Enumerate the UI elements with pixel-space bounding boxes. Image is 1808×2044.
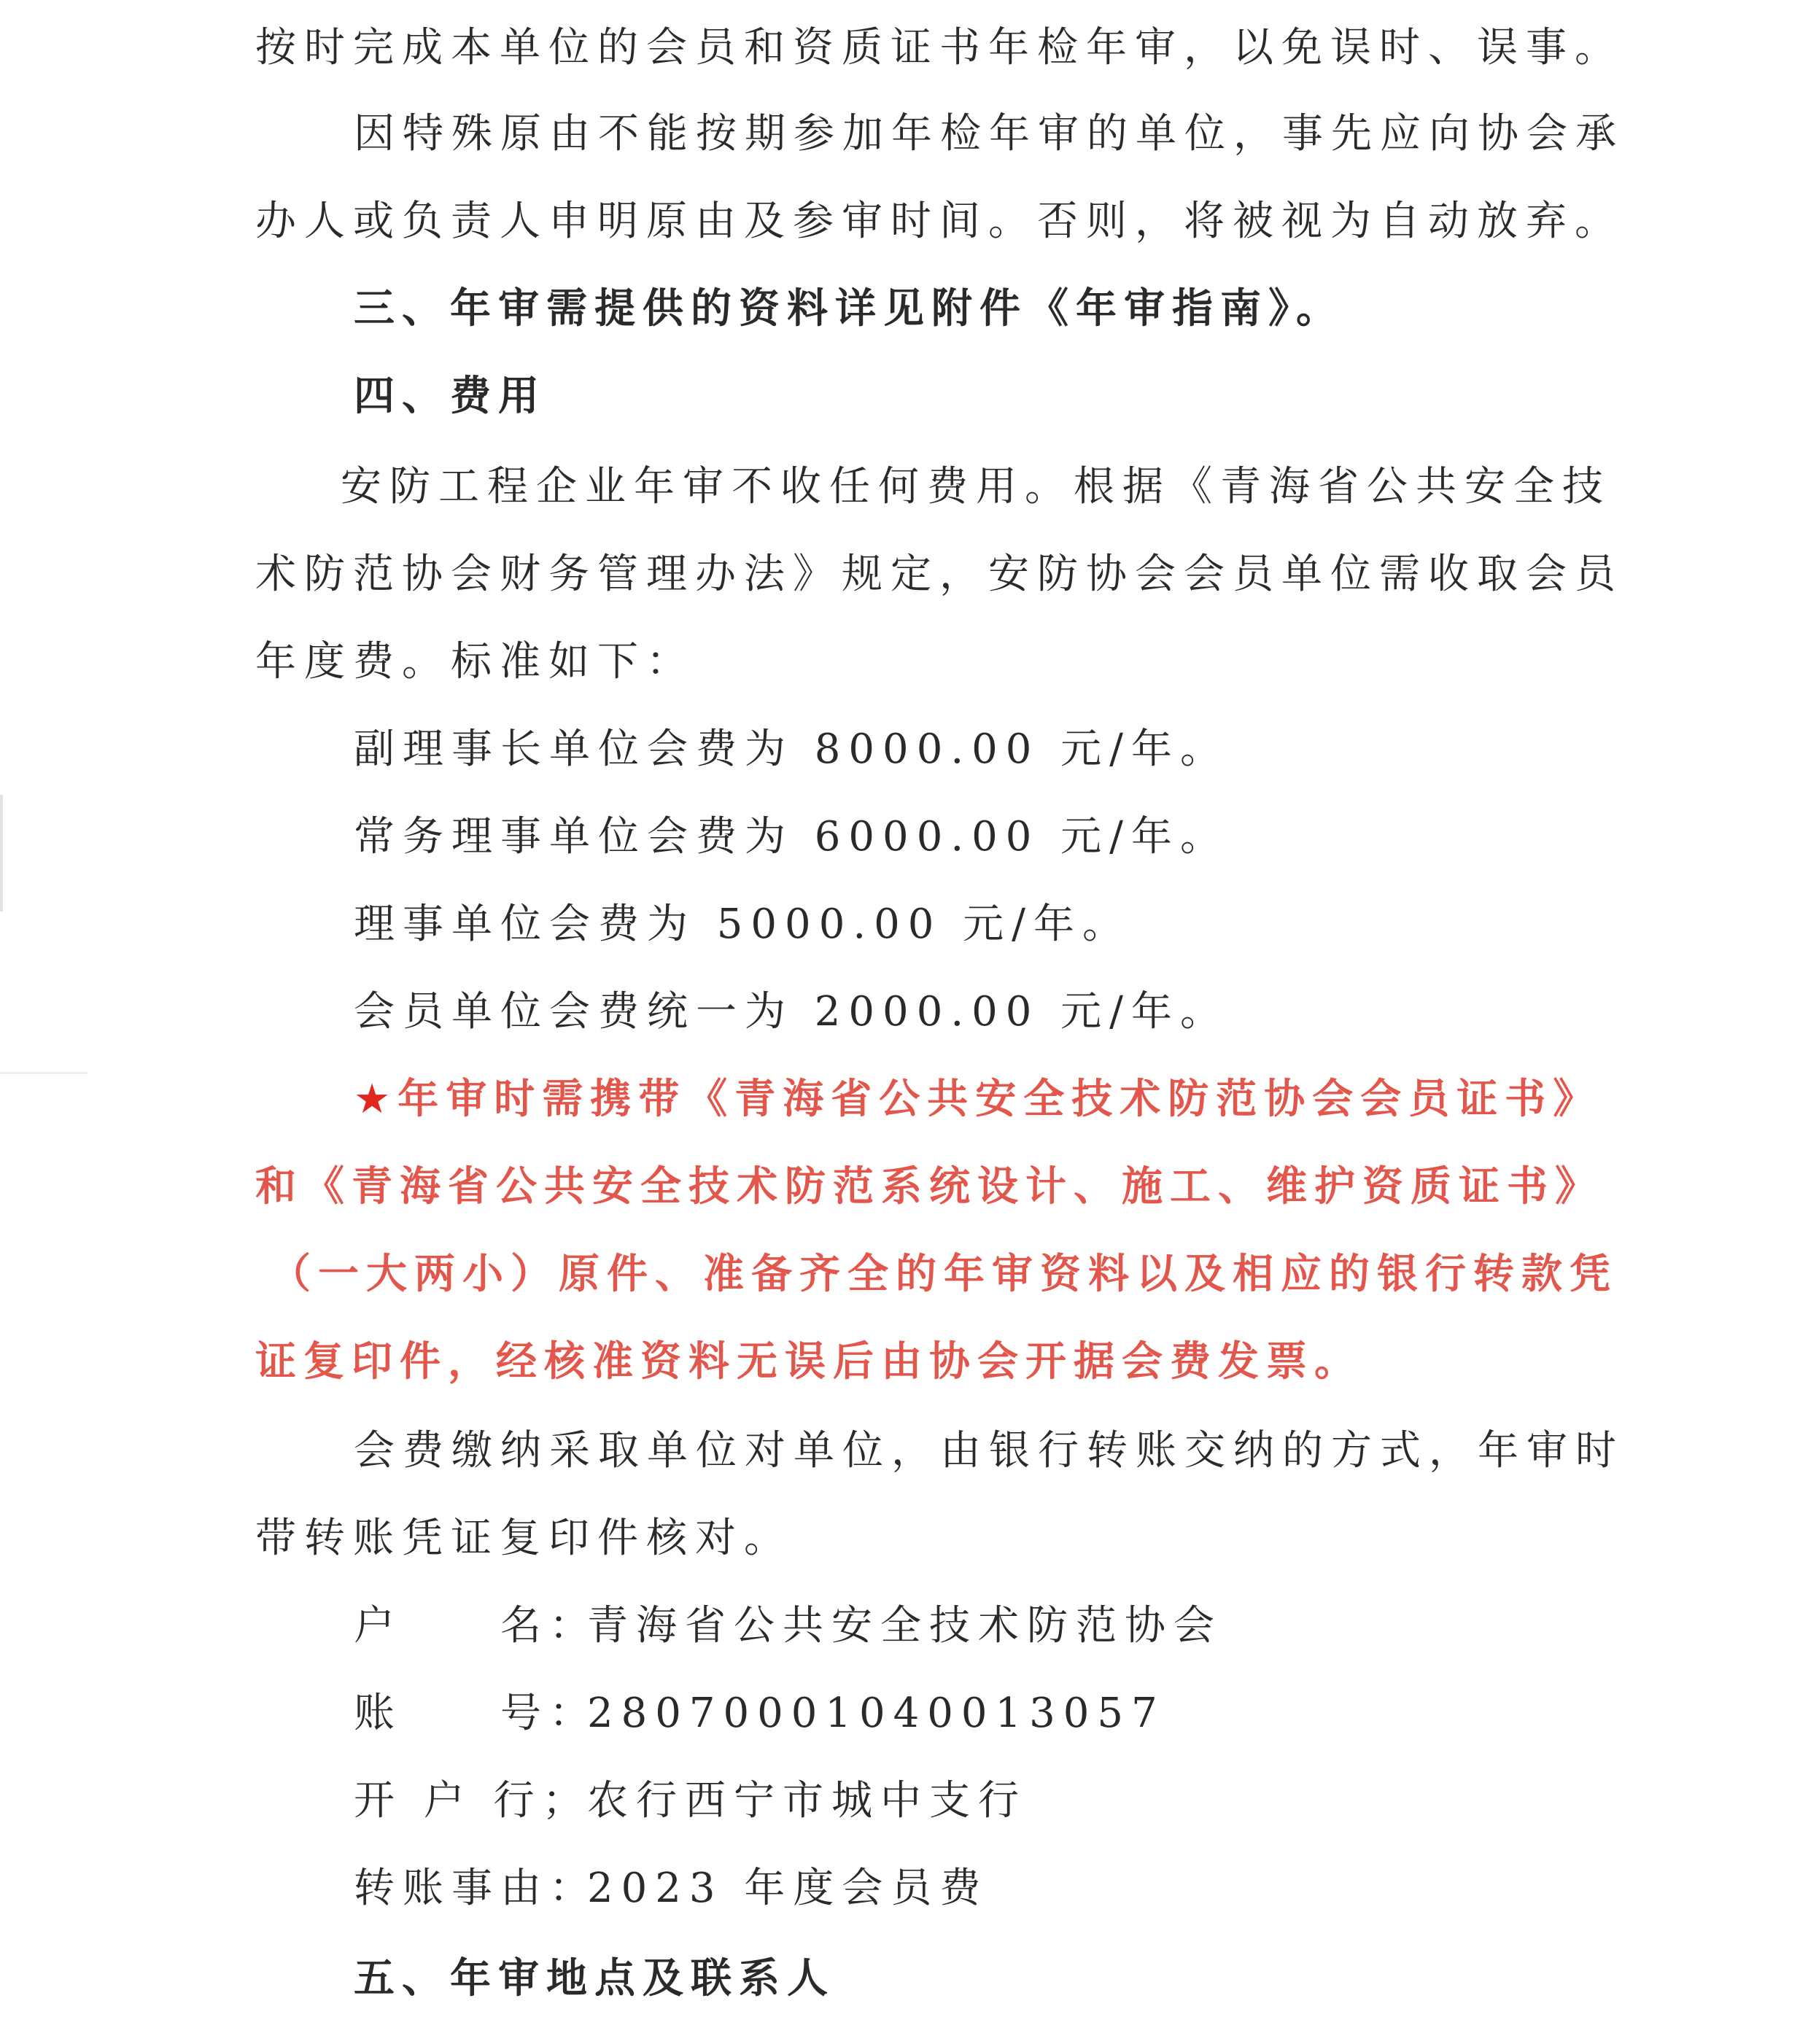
bank-value: 青海省公共安全技术防范协会 [587,1602,1222,1649]
notice-text: 年审时需携带《青海省公共安全技术防范协会会员证书》 [397,1076,1602,1123]
bank-label: 转账事由： [354,1865,598,1912]
bank-account-number [354,1690,1165,1737]
section-4-heading: 四、费用 [354,373,546,420]
bank-value: 2023 年度会员费 [587,1865,989,1912]
bank-account-name [354,1603,1222,1649]
paragraph-line: 因特殊原由不能按期参加年检年审的单位，事先应向协会承 [354,110,1624,158]
scan-edge-mark [0,1072,88,1074]
paragraph-line: 术防范协会财务管理办法》规定，安防协会会员单位需收取会员 [255,551,1623,598]
paragraph-line: 安防工程企业年审不收任何费用。根据《青海省公共安全技 [341,463,1611,510]
transfer-reason [354,1865,988,1912]
paragraph-line: 办人或负责人申明原由及参审时间。否则，将被视为自动放弃。 [255,198,1623,245]
paragraph-line: 年度费。标准如下： [255,638,695,685]
section-3-heading: 三、年审需提供的资料详见附件《年审指南》。 [354,285,1344,333]
paragraph-line: 按时完成本单位的会员和资质证书年检年审，以免误时、误事。 [255,24,1623,71]
bank-value: 28070001040013057 [587,1690,1165,1737]
bank-label: 账 号： [354,1690,598,1737]
notice-line: 和《青海省公共安全技术防范系统设计、施工、维护资质证书》 [255,1163,1603,1211]
notice-line: （一大两小）原件、准备齐全的年审资料以及相应的银行转款凭 [270,1251,1618,1298]
fee-item: 会员单位会费统一为 2000.00 元/年。 [354,988,1230,1035]
fee-item: 常务理事单位会费为 6000.00 元/年。 [354,813,1230,860]
fee-item: 副理事长单位会费为 8000.00 元/年。 [354,726,1230,773]
bank-label: 开 户 行； [354,1777,591,1825]
notice-line: 证复印件，经核准资料无误后由协会开据会费发票。 [255,1338,1362,1386]
scan-edge-mark [0,795,3,912]
star-icon: ★ [354,1076,398,1123]
fee-item: 理事单位会费为 5000.00 元/年。 [354,901,1132,948]
bank-branch [354,1778,1027,1825]
paragraph-line: 会费缴纳采取单位对单位，由银行转账交纳的方式，年审时 [354,1427,1624,1474]
bank-label: 户 名： [354,1602,598,1649]
section-5-heading: 五、年审地点及联系人 [354,1955,835,2002]
notice-line [354,1076,1601,1123]
bank-value: 农行西宁市城中支行 [587,1777,1027,1825]
paragraph-line: 带转账凭证复印件核对。 [255,1515,793,1562]
